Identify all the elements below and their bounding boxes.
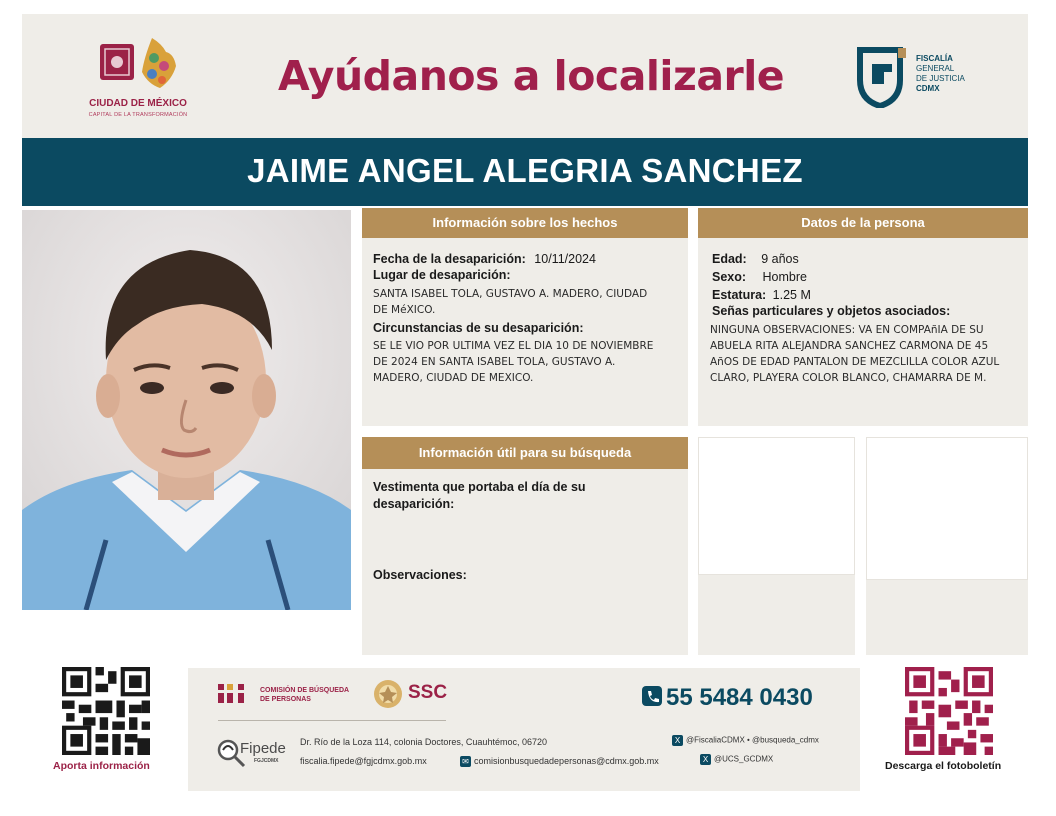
edad-row [712,250,799,268]
email-fipede-link[interactable]: fiscalia.fipede@fgjcdmx.gob.mx [300,756,427,766]
fgj-line3: DE JUSTICIA [916,74,965,83]
fecha-row [373,250,596,268]
circunstancias-label: Circunstancias de su desaparición: [373,321,584,335]
cdmx-emblem-icon [92,34,184,96]
hechos-panel-title: Información sobre los hechos [362,208,688,238]
estatura-value: 1.25 M [772,288,811,302]
blank-photo-1 [698,437,855,575]
fipede-logo-text: Fipede [240,740,286,757]
mail-icon: ✉ [460,756,471,767]
portrait-image [22,210,351,610]
social-handles-2: @UCS_GCDMX [714,754,774,764]
observaciones-label: Observaciones: [373,568,467,582]
cdmx-logo-tagline: CAPITAL DE LA TRANSFORMACIÓN [88,112,188,118]
cdmx-logo-name: CIUDAD DE MÉXICO [89,98,187,109]
datos-persona-panel [698,208,1028,426]
util-panel-title: Información útil para su búsqueda [362,437,688,469]
sexo-row [712,268,807,286]
name-band [22,138,1028,206]
hechos-panel [362,208,688,426]
estatura-row [712,286,811,304]
ssc-logo-text: SSC [408,682,448,703]
lugar-value: SANTA ISABEL TOLA, GUSTAVO A. MADERO, CIUDAD DE MéXICO. [373,288,648,316]
footer-contact-box [188,668,860,791]
circunstancias-value: SE LE VIO POR ULTIMA VEZ EL DIA 10 DE NOVIEMBRE DE 2024 EN SANTA ISABEL TOLA, GUSTAVO A. MADERO, CIUDAD DE MEXICO. [373,340,654,384]
vestimenta-label: Vestimenta que portaba el día de su desaparición: [373,480,586,511]
fgj-line1: FISCALÍA [916,54,953,63]
info-util-panel [362,437,688,655]
fgj-line4: CDMX [916,84,940,93]
email-comision-text: comisionbusquedadepersonas@cdmx.gob.mx [474,756,659,766]
qr-code-left[interactable] [62,667,150,755]
qr-left-caption: Aporta información [53,760,150,772]
edad-value: 9 años [761,252,799,266]
fgj-logo [854,46,984,116]
fecha-value: 10/11/2024 [534,252,596,266]
fgj-logo-text [916,54,965,94]
cdmx-logo [78,34,198,130]
lugar-label: Lugar de desaparición: [373,268,511,282]
phone-number[interactable] [642,684,813,712]
fipede-logo-sub: FGJCDMX [254,758,279,764]
qr-right-caption: Descarga el fotoboletín [885,760,1002,772]
estatura-label: Estatura: [712,288,767,302]
blank-photo-slot-1 [698,437,855,655]
phone-icon [642,686,662,706]
datos-panel-title: Datos de la persona [698,208,1028,238]
fecha-label: Fecha de la desaparición: [373,252,526,266]
x-social-icon: X [672,735,683,746]
cbp-logo-icon [218,684,254,704]
cbp-line2: DE PERSONAS [260,696,311,703]
blank-photo-2 [866,437,1028,580]
x-social-icon-2: X [700,754,711,765]
edad-label: Edad: [712,252,747,266]
sexo-label: Sexo: [712,270,747,284]
social-handles-1: @FiscaliaCDMX • @busqueda_cdmx [686,735,819,745]
senas-value: NINGUNA OBSERVACIONES: VA EN COMPAñIA DE SU ABUELA RITA ALEJANDRA SANCHEZ CARMONA DE 45 AñOS DE EDAD PANTALON DE MEZCLILLA COLOR AZUL CLARO, PLAYERA COLOR BLANCO, CHAMARRA DE M. [710,324,1000,384]
cbp-line1: COMISIÓN DE BÚSQUEDA [260,687,350,694]
person-name: JAIME ANGEL ALEGRIA SANCHEZ [247,152,803,189]
phone-number-text: 55 5484 0430 [666,684,813,711]
sexo-value: Hombre [762,270,807,284]
email-comision-link[interactable] [460,756,659,767]
footer-divider [218,720,446,721]
header-banner [22,14,1028,138]
address-text: Dr. Río de la Loza 114, colonia Doctores, Cuauhtémoc, 06720 [300,737,547,747]
ssc-badge-icon [372,678,404,710]
qr-code-right[interactable] [905,667,993,755]
person-photo [22,210,351,610]
page-headline: Ayúdanos a localizarle [278,52,785,100]
fgj-shield-icon [854,46,912,108]
social-links-1[interactable] [672,735,819,746]
senas-label: Señas particulares y objetos asociados: [712,304,951,318]
social-links-2[interactable] [700,754,773,765]
fgj-line2: GENERAL [916,64,955,73]
cbp-logo-text [260,686,349,704]
blank-photo-slot-2 [866,437,1028,655]
